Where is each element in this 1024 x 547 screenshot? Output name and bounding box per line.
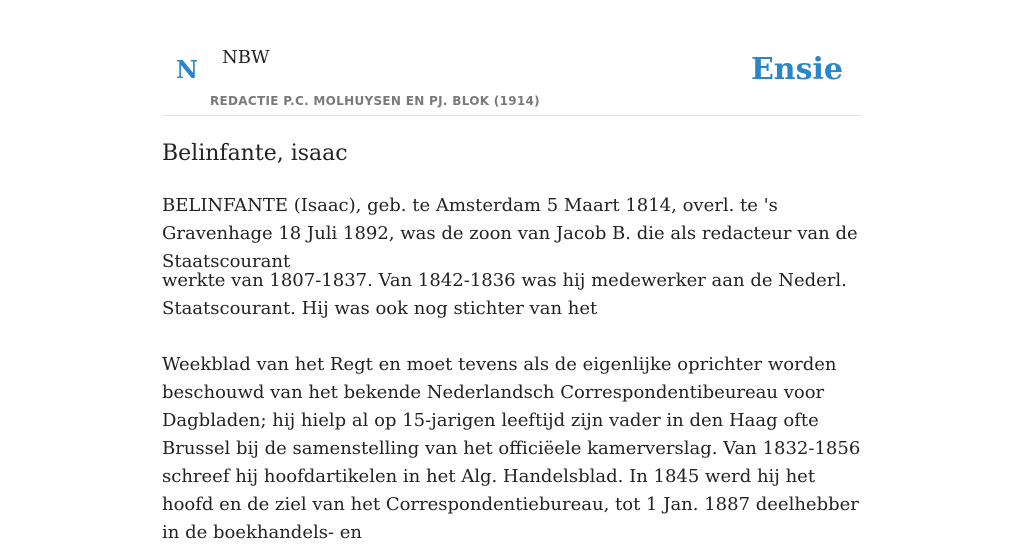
header: [162, 0, 862, 116]
entry-paragraph: werkte van 1807-1837. Van 1842-1836 was hij medewerker aan de Nederl. Staatscourant. Hij was ook nog stichter van het: [162, 270, 847, 319]
entry-paragraph: Weekblad van het Regt en moet tevens als de eigenlijke oprichter worden beschouwd van het bekende Nederlandsch Correspondentibeureau voor Dagbladen; hij hielp al op 15-jarigen leeftijd zijn vader in den Haag ofte Brussel bij de samenstelling van het officiëele kamerverslag. Van 1832-1856 schreef hij hoofdartikelen in het Alg. Handelsblad. In 1845 werd hij het hoofd en de ziel van het Correspondentiebureau, tot 1 Jan. 1887 deelhebber in de boekhandels- en: [162, 354, 861, 543]
entry-paragraph: BELINFANTE (Isaac), geb. te Amsterdam 5 Maart 1814, overl. te 's Gravenhage 18 Juli 1892, was de zoon van Jacob B. die als redacteur van de Staatscourant: [162, 195, 858, 272]
brand-logo[interactable]: Ensie: [750, 52, 843, 87]
source-logo[interactable]: N: [176, 55, 198, 84]
source-title[interactable]: NBW: [222, 47, 270, 68]
entry-title: Belinfante, isaac: [162, 141, 348, 166]
source-editors: REDACTIE P.C. MOLHUYSEN EN PJ. BLOK (1914): [210, 94, 540, 108]
